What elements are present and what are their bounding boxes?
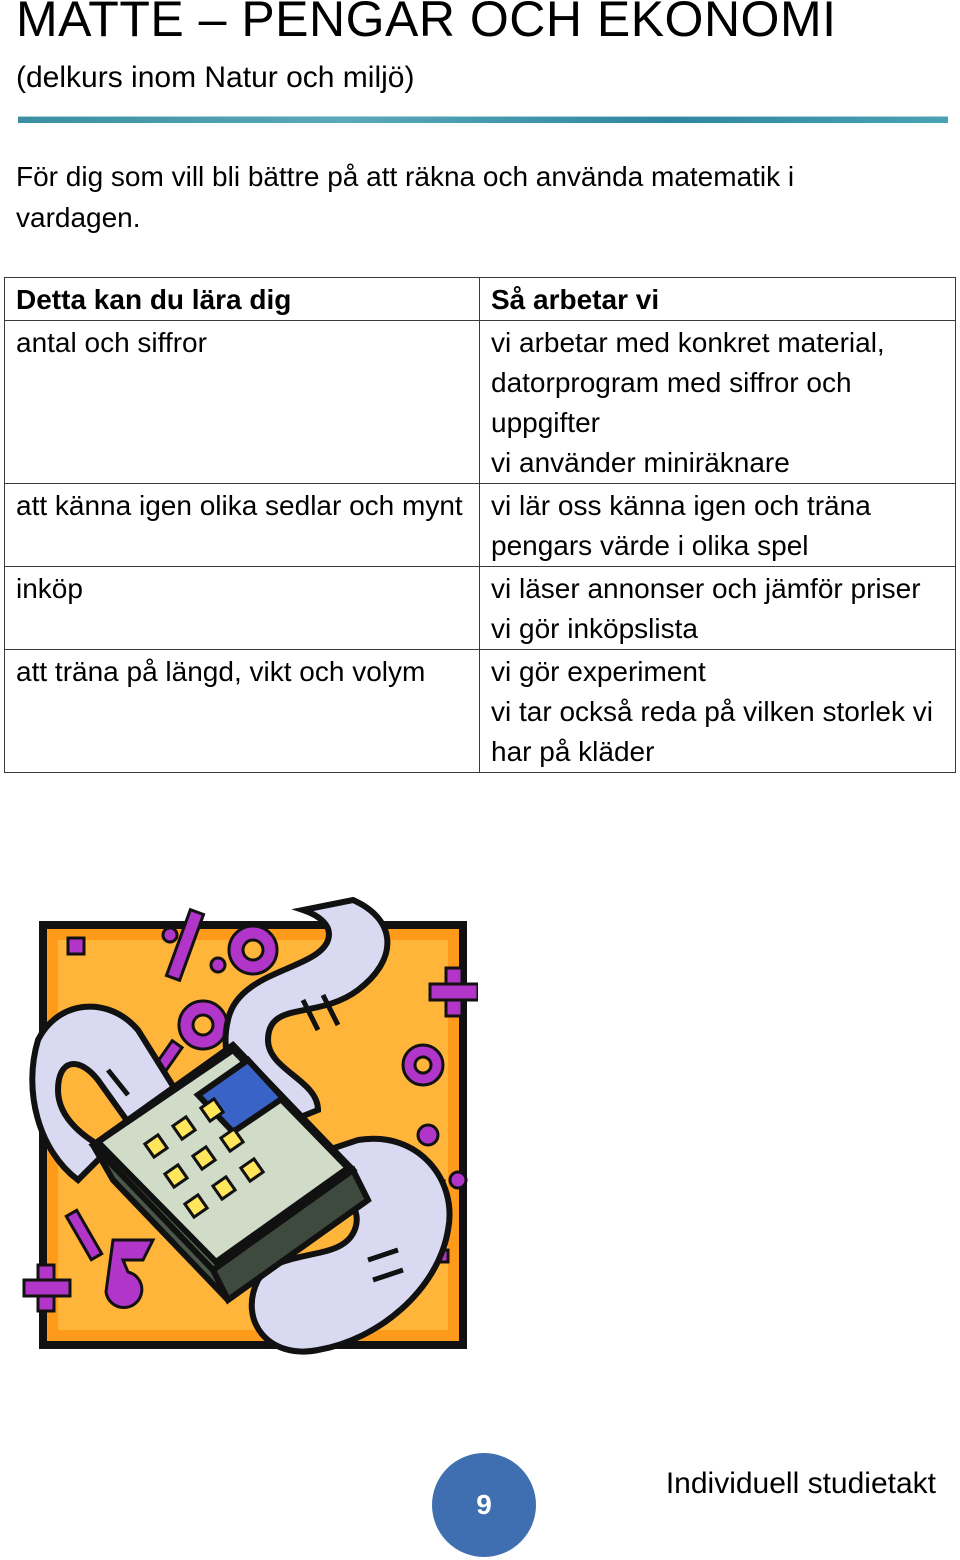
work-line: vi gör experiment [491, 656, 706, 687]
work-line: vi använder miniräknare [491, 447, 790, 478]
table-row [5, 321, 956, 484]
table-cell-work [480, 321, 956, 484]
table-cell-learn: inköp [5, 567, 480, 650]
table-cell-learn: att känna igen olika sedlar och mynt [5, 484, 480, 567]
table-cell-learn: att träna på längd, vikt och volym [5, 650, 480, 773]
intro-text: För dig som vill bli bättre på att räkna och använda matematik i vardagen. [16, 161, 795, 233]
page-title: MATTE – PENGAR OCH EKONOMI [16, 0, 837, 47]
work-line: vi arbetar med konkret material, datorprogram med siffror och uppgifter [491, 327, 885, 438]
work-line: vi tar också reda på vilken storlek vi har på kläder [491, 696, 933, 767]
table-cell-work [480, 484, 956, 567]
table-header-row [5, 278, 956, 321]
course-table [4, 277, 956, 773]
table-cell-work [480, 567, 956, 650]
work-line: vi gör inköpslista [491, 613, 698, 644]
page-subtitle: (delkurs inom Natur och miljö) [16, 61, 415, 94]
table-row [5, 567, 956, 650]
footer-label: Individuell studietakt [665, 1467, 936, 1500]
work-line: vi lär oss känna igen och träna pengars värde i olika spel [491, 490, 871, 561]
table-header-learn: Detta kan du lära dig [5, 278, 480, 321]
table-cell-work [480, 650, 956, 773]
table-cell-learn: antal och siffror [5, 321, 480, 484]
table-header-work: Så arbetar vi [480, 278, 956, 321]
table-row [5, 650, 956, 773]
title-divider [18, 116, 948, 123]
table-row [5, 484, 956, 567]
calculator-receipt-clipart-icon [18, 880, 478, 1380]
work-line: vi läser annonser och jämför priser [491, 573, 921, 604]
page-number-badge: 9 [432, 1453, 536, 1557]
